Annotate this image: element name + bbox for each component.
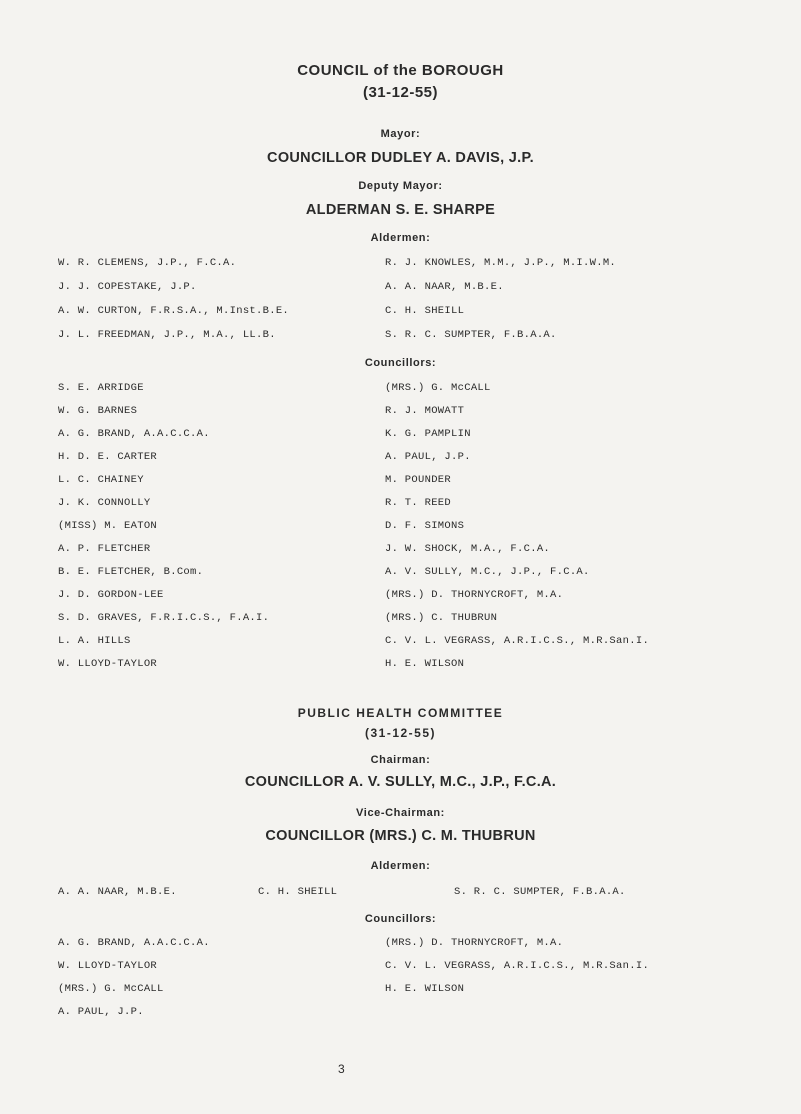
- vice-chairman-label: Vice-Chairman:: [356, 807, 445, 819]
- councillor-left: A. P. FLETCHER: [58, 543, 151, 555]
- deputy-mayor-name: ALDERMAN S. E. SHARPE: [305, 202, 496, 218]
- councillor-left: W. LLOYD-TAYLOR: [58, 658, 158, 670]
- committee-councillor-left: W. LLOYD-TAYLOR: [58, 960, 158, 972]
- aldermen-label: Aldermen:: [370, 232, 431, 244]
- councillor-right: R. J. MOWATT: [385, 405, 465, 417]
- committee-aldermen-label: Aldermen:: [370, 860, 431, 872]
- committee-title: PUBLIC HEALTH COMMITTEE: [297, 706, 504, 720]
- councillor-left: W. G. BARNES: [58, 405, 138, 417]
- alderman-left: J. L. FREEDMAN, J.P., M.A., LL.B.: [58, 329, 276, 341]
- councillor-right: A. PAUL, J.P.: [385, 451, 471, 463]
- councillor-right: (MRS.) C. THUBRUN: [385, 612, 498, 624]
- councillor-right: A. V. SULLY, M.C., J.P., F.C.A.: [385, 566, 590, 578]
- councillor-left: S. D. GRAVES, F.R.I.C.S., F.A.I.: [58, 612, 270, 624]
- councillors-label: Councillors:: [364, 357, 437, 369]
- councillor-right: D. F. SIMONS: [385, 520, 465, 532]
- committee-councillor-right: H. E. WILSON: [385, 983, 465, 995]
- councillor-left: L. C. CHAINEY: [58, 474, 144, 486]
- chairman-label: Chairman:: [370, 754, 431, 766]
- councillor-left: J. D. GORDON-LEE: [58, 589, 164, 601]
- page-number: 3: [338, 1062, 345, 1076]
- committee-councillor-right: (MRS.) D. THORNYCROFT, M.A.: [385, 937, 564, 949]
- councillor-right: J. W. SHOCK, M.A., F.C.A.: [385, 543, 551, 555]
- mayor-label: Mayor:: [380, 128, 421, 140]
- council-title: COUNCIL of the BOROUGH: [297, 62, 504, 79]
- councillor-left: H. D. E. CARTER: [58, 451, 158, 463]
- councillor-right: C. V. L. VEGRASS, A.R.I.C.S., M.R.San.I.: [385, 635, 650, 647]
- committee-councillor-left: A. PAUL, J.P.: [58, 1006, 144, 1018]
- alderman-left: W. R. CLEMENS, J.P., F.C.A.: [58, 257, 237, 269]
- councillor-left: L. A. HILLS: [58, 635, 131, 647]
- councillor-right: H. E. WILSON: [385, 658, 465, 670]
- committee-alderman: S. R. C. SUMPTER, F.B.A.A.: [454, 886, 626, 898]
- councillor-right: M. POUNDER: [385, 474, 452, 486]
- committee-date: (31-12-55): [364, 726, 437, 740]
- committee-councillor-left: A. G. BRAND, A.A.C.C.A.: [58, 937, 210, 949]
- deputy-mayor-label: Deputy Mayor:: [358, 180, 443, 192]
- councillor-left: (MISS) M. EATON: [58, 520, 158, 532]
- chairman-name: COUNCILLOR A. V. SULLY, M.C., J.P., F.C.A.: [244, 774, 557, 790]
- councillor-left: B. E. FLETCHER, B.Com.: [58, 566, 204, 578]
- councillor-right: (MRS.) D. THORNYCROFT, M.A.: [385, 589, 564, 601]
- committee-councillor-left: (MRS.) G. McCALL: [58, 983, 164, 995]
- alderman-right: S. R. C. SUMPTER, F.B.A.A.: [385, 329, 557, 341]
- councillor-right: R. T. REED: [385, 497, 452, 509]
- councillor-left: S. E. ARRIDGE: [58, 382, 144, 394]
- council-date: (31-12-55): [362, 84, 439, 101]
- councillor-right: K. G. PAMPLIN: [385, 428, 471, 440]
- alderman-right: A. A. NAAR, M.B.E.: [385, 281, 504, 293]
- committee-alderman: A. A. NAAR, M.B.E.: [58, 886, 177, 898]
- mayor-name: COUNCILLOR DUDLEY A. DAVIS, J.P.: [267, 150, 534, 166]
- councillor-left: J. K. CONNOLLY: [58, 497, 151, 509]
- alderman-right: R. J. KNOWLES, M.M., J.P., M.I.W.M.: [385, 257, 617, 269]
- committee-alderman: C. H. SHEILL: [258, 886, 338, 898]
- alderman-left: A. W. CURTON, F.R.S.A., M.Inst.B.E.: [58, 305, 290, 317]
- councillor-left: A. G. BRAND, A.A.C.C.A.: [58, 428, 210, 440]
- alderman-right: C. H. SHEILL: [385, 305, 465, 317]
- councillor-right: (MRS.) G. McCALL: [385, 382, 491, 394]
- committee-councillor-right: C. V. L. VEGRASS, A.R.I.C.S., M.R.San.I.: [385, 960, 650, 972]
- alderman-left: J. J. COPESTAKE, J.P.: [58, 281, 197, 293]
- committee-councillors-label: Councillors:: [364, 913, 437, 925]
- vice-chairman-name: COUNCILLOR (MRS.) C. M. THUBRUN: [265, 828, 536, 844]
